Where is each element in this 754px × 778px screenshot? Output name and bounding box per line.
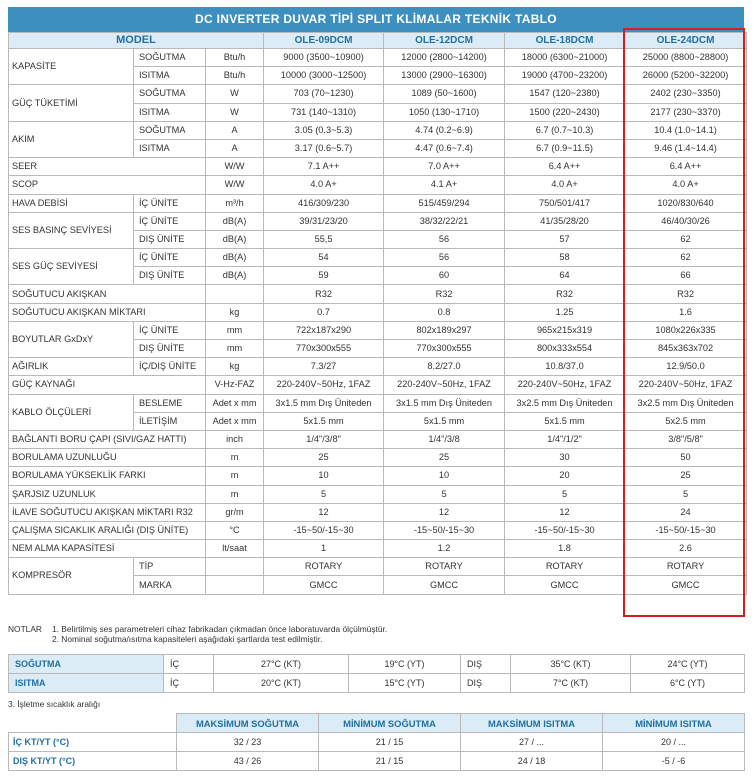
spec-value: GMCC xyxy=(264,576,384,594)
spec-row xyxy=(9,158,747,176)
spec-row xyxy=(9,558,747,576)
spec-label: SCOP xyxy=(9,176,206,194)
spec-value: R32 xyxy=(264,285,384,303)
spec-value: 54 xyxy=(264,249,384,267)
outdoor-label: DIŞ xyxy=(461,674,511,693)
condition-row xyxy=(9,674,745,693)
spec-value: 220-240V~50Hz, 1FAZ xyxy=(625,376,747,394)
spec-unit: m xyxy=(206,485,264,503)
spec-row xyxy=(9,176,747,194)
spec-value: 1.25 xyxy=(505,303,625,321)
spec-value: 66 xyxy=(625,267,747,285)
notes xyxy=(8,624,744,644)
spec-label: KAPASİTE xyxy=(9,49,134,85)
spec-value: ROTARY xyxy=(264,558,384,576)
spec-unit: kg xyxy=(206,358,264,376)
spec-label: AKIM xyxy=(9,121,134,157)
spec-value: 9000 (3500~10900) xyxy=(264,49,384,67)
spec-value: 1/4"/3/8 xyxy=(384,430,505,448)
spec-label: GÜÇ TÜKETİMİ xyxy=(9,85,134,121)
test-conditions-table xyxy=(8,654,745,693)
spec-value: 12 xyxy=(505,503,625,521)
condition-row xyxy=(9,655,745,674)
spec-sublabel: İÇ ÜNİTE xyxy=(134,321,206,339)
spec-value: 5x1.5 mm xyxy=(264,412,384,430)
spec-row xyxy=(9,303,747,321)
indoor-value: 27°C (KT) xyxy=(214,655,349,674)
condition-label: ISITMA xyxy=(9,674,164,693)
spec-value: 1/4"/3/8" xyxy=(264,430,384,448)
spec-row xyxy=(9,49,747,67)
range-value: 32 / 23 xyxy=(177,733,319,752)
spec-value: 58 xyxy=(505,249,625,267)
spec-label: İLAVE SOĞUTUCU AKIŞKAN MİKTARI R32 xyxy=(9,503,206,521)
spec-value: 0.8 xyxy=(384,303,505,321)
outdoor-label: DIŞ xyxy=(461,655,511,674)
model-column-header: OLE-24DCM xyxy=(625,33,747,49)
spec-value: 2402 (230~3350) xyxy=(625,85,747,103)
spec-label: BOYUTLAR GxDxY xyxy=(9,321,134,357)
spec-value: 2177 (230~3370) xyxy=(625,103,747,121)
spec-value: ROTARY xyxy=(505,558,625,576)
spec-row xyxy=(9,358,747,376)
spec-row xyxy=(9,194,747,212)
spec-row xyxy=(9,394,747,412)
spec-unit: °C xyxy=(206,521,264,539)
spec-value: GMCC xyxy=(505,576,625,594)
spec-value: 10 xyxy=(264,467,384,485)
range-value: 21 / 15 xyxy=(319,733,461,752)
spec-value: 1 xyxy=(264,540,384,558)
spec-value: 3x2.5 mm Dış Üniteden xyxy=(505,394,625,412)
spec-sublabel: DIŞ ÜNİTE xyxy=(134,267,206,285)
spec-sublabel: İLETİŞİM xyxy=(134,412,206,430)
model-column-header: OLE-12DCM xyxy=(384,33,505,49)
spec-value: 12000 (2800~14200) xyxy=(384,49,505,67)
spec-sublabel: ISITMA xyxy=(134,103,206,121)
spec-table xyxy=(8,32,747,595)
range-value: 20 / ... xyxy=(603,733,745,752)
spec-value: 6.7 (0.9~11.5) xyxy=(505,139,625,157)
spec-unit: V-Hz-FAZ xyxy=(206,376,264,394)
range-value: 21 / 15 xyxy=(319,752,461,771)
spec-value: 10 xyxy=(384,467,505,485)
operating-range-table xyxy=(8,713,745,771)
spec-value: 62 xyxy=(625,230,747,248)
spec-value: 38/32/22/21 xyxy=(384,212,505,230)
range-header: MAKSİMUM ISITMA xyxy=(461,714,603,733)
spec-value: 8.2/27.0 xyxy=(384,358,505,376)
spec-value: 1500 (220~2430) xyxy=(505,103,625,121)
spec-value: 220-240V~50Hz, 1FAZ xyxy=(505,376,625,394)
spec-value: 3.05 (0.3~5.3) xyxy=(264,121,384,139)
spec-sublabel: ISITMA xyxy=(134,67,206,85)
spec-sublabel: SOĞUTMA xyxy=(134,121,206,139)
spec-value: 41/35/28/20 xyxy=(505,212,625,230)
spec-value: 1/4"/1/2" xyxy=(505,430,625,448)
spec-value: 965x215x319 xyxy=(505,321,625,339)
spec-value: ROTARY xyxy=(625,558,747,576)
spec-value: 25000 (8800~28800) xyxy=(625,49,747,67)
range-header: MİNİMUM SOĞUTMA xyxy=(319,714,461,733)
spec-value: 4.0 A+ xyxy=(625,176,747,194)
spec-value: 55,5 xyxy=(264,230,384,248)
spec-value: 5 xyxy=(264,485,384,503)
spec-value: 703 (70~1230) xyxy=(264,85,384,103)
note-item: 2. Nominal soğutma/ısıtma kapasiteleri aşağıdaki şartlarda test edilmiştir. xyxy=(52,634,323,644)
spec-row xyxy=(9,540,747,558)
spec-value: 750/501/417 xyxy=(505,194,625,212)
indoor-value: 19°C (YT) xyxy=(349,655,461,674)
spec-value: 1050 (130~1710) xyxy=(384,103,505,121)
spec-unit: lt/saat xyxy=(206,540,264,558)
spec-value: ROTARY xyxy=(384,558,505,576)
spec-value: 0.7 xyxy=(264,303,384,321)
spec-unit: dB(A) xyxy=(206,212,264,230)
spec-value: 6.7 (0.7~10.3) xyxy=(505,121,625,139)
spec-unit: Btu/h xyxy=(206,49,264,67)
spec-value: GMCC xyxy=(384,576,505,594)
spec-sublabel: İÇ/DIŞ ÜNİTE xyxy=(134,358,206,376)
spec-unit xyxy=(206,576,264,594)
spec-unit: Adet x mm xyxy=(206,394,264,412)
spec-label: AĞIRLIK xyxy=(9,358,134,376)
spec-unit: m xyxy=(206,449,264,467)
range-value: 43 / 26 xyxy=(177,752,319,771)
spec-row xyxy=(9,467,747,485)
spec-value: 800x333x554 xyxy=(505,340,625,358)
outdoor-value: 6°C (YT) xyxy=(631,674,745,693)
spec-value: 770x300x555 xyxy=(264,340,384,358)
spec-value: R32 xyxy=(384,285,505,303)
spec-value: 60 xyxy=(384,267,505,285)
spec-unit: A xyxy=(206,139,264,157)
spec-unit: mm xyxy=(206,321,264,339)
spec-value: 12.9/50.0 xyxy=(625,358,747,376)
spec-row xyxy=(9,85,747,103)
spec-value: 3.17 (0.6~5.7) xyxy=(264,139,384,157)
condition-label: SOĞUTMA xyxy=(9,655,164,674)
spec-value: 770x300x555 xyxy=(384,340,505,358)
spec-label: HAVA DEBİSİ xyxy=(9,194,134,212)
spec-row xyxy=(9,449,747,467)
spec-label: ÇALIŞMA SICAKLIK ARALIĞI (DIŞ ÜNİTE) xyxy=(9,521,206,539)
spec-row xyxy=(9,285,747,303)
spec-value: 18000 (6300~21000) xyxy=(505,49,625,67)
spec-value: 59 xyxy=(264,267,384,285)
spec-value: 50 xyxy=(625,449,747,467)
spec-value: 19000 (4700~23200) xyxy=(505,67,625,85)
range-corner xyxy=(9,714,177,733)
spec-value: 845x363x702 xyxy=(625,340,747,358)
spec-unit: inch xyxy=(206,430,264,448)
notes-label: NOTLAR xyxy=(8,624,42,634)
spec-label: SOĞUTUCU AKIŞKAN MİKTARI xyxy=(9,303,206,321)
spec-unit: kg xyxy=(206,303,264,321)
spec-value: 220-240V~50Hz, 1FAZ xyxy=(264,376,384,394)
spec-value: 1089 (50~1600) xyxy=(384,85,505,103)
spec-value: 5 xyxy=(505,485,625,503)
spec-value: 3x2.5 mm Dış Üniteden xyxy=(625,394,747,412)
spec-value: 6.4 A++ xyxy=(505,158,625,176)
model-column-header: OLE-18DCM xyxy=(505,33,625,49)
spec-value: 13000 (2900~16300) xyxy=(384,67,505,85)
table-title: DC INVERTER DUVAR TİPİ SPLIT KLİMALAR TEKNİK TABLO xyxy=(8,7,744,32)
spec-value: -15~50/-15~30 xyxy=(264,521,384,539)
spec-value: 4.47 (0.6~7.4) xyxy=(384,139,505,157)
spec-value: 10000 (3000~12500) xyxy=(264,67,384,85)
spec-value: 7.1 A++ xyxy=(264,158,384,176)
spec-value: -15~50/-15~30 xyxy=(505,521,625,539)
spec-value: 64 xyxy=(505,267,625,285)
spec-row xyxy=(9,376,747,394)
spec-value: 20 xyxy=(505,467,625,485)
spec-value: 9.46 (1.4~14.4) xyxy=(625,139,747,157)
spec-unit: m³/h xyxy=(206,194,264,212)
indoor-label: İÇ xyxy=(164,655,214,674)
spec-unit: W xyxy=(206,85,264,103)
spec-sublabel: MARKA xyxy=(134,576,206,594)
spec-unit: W/W xyxy=(206,176,264,194)
spec-sublabel: İÇ ÜNİTE xyxy=(134,212,206,230)
spec-row xyxy=(9,212,747,230)
spec-sublabel: ISITMA xyxy=(134,139,206,157)
model-column-header: OLE-09DCM xyxy=(264,33,384,49)
spec-sublabel: SOĞUTMA xyxy=(134,49,206,67)
spec-label: KABLO ÖLÇÜLERİ xyxy=(9,394,134,430)
spec-row xyxy=(9,249,747,267)
spec-value: 62 xyxy=(625,249,747,267)
spec-unit: dB(A) xyxy=(206,267,264,285)
spec-unit: mm xyxy=(206,340,264,358)
spec-label: BAĞLANTI BORU ÇAPI (SIVI/GAZ HATTI) xyxy=(9,430,206,448)
spec-unit xyxy=(206,285,264,303)
spec-label: SES GÜÇ SEVİYESİ xyxy=(9,249,134,285)
spec-value: 25 xyxy=(625,467,747,485)
range-header-row xyxy=(9,714,745,733)
spec-value: 4.1 A+ xyxy=(384,176,505,194)
outdoor-value: 24°C (YT) xyxy=(631,655,745,674)
range-header: MİNİMUM ISITMA xyxy=(603,714,745,733)
indoor-value: 15°C (YT) xyxy=(349,674,461,693)
range-value: -5 / -6 xyxy=(603,752,745,771)
spec-value: 3/8"/5/8" xyxy=(625,430,747,448)
spec-value: 515/459/294 xyxy=(384,194,505,212)
spec-value: 4.0 A+ xyxy=(264,176,384,194)
outdoor-value: 7°C (KT) xyxy=(511,674,631,693)
spec-value: 5x1.5 mm xyxy=(505,412,625,430)
spec-value: 1547 (120~2380) xyxy=(505,85,625,103)
spec-unit: A xyxy=(206,121,264,139)
spec-row xyxy=(9,121,747,139)
spec-value: 12 xyxy=(384,503,505,521)
spec-value: 26000 (5200~32200) xyxy=(625,67,747,85)
spec-value: 46/40/30/26 xyxy=(625,212,747,230)
spec-value: 1080x226x335 xyxy=(625,321,747,339)
spec-sublabel: TİP xyxy=(134,558,206,576)
spec-unit: dB(A) xyxy=(206,249,264,267)
spec-value: 416/309/230 xyxy=(264,194,384,212)
spec-value: 1.2 xyxy=(384,540,505,558)
spec-value: 30 xyxy=(505,449,625,467)
spec-label: SEER xyxy=(9,158,206,176)
spec-row xyxy=(9,321,747,339)
spec-unit: Adet x mm xyxy=(206,412,264,430)
indoor-label: İÇ xyxy=(164,674,214,693)
spec-value: 56 xyxy=(384,230,505,248)
indoor-value: 20°C (KT) xyxy=(214,674,349,693)
spec-row xyxy=(9,503,747,521)
spec-value: 1.6 xyxy=(625,303,747,321)
note-item: 3. İşletme sıcaklık aralığı xyxy=(8,699,101,709)
spec-value: 10.8/37.0 xyxy=(505,358,625,376)
spec-value: 802x189x297 xyxy=(384,321,505,339)
spec-unit: gr/m xyxy=(206,503,264,521)
spec-value: 39/31/23/20 xyxy=(264,212,384,230)
spec-value: 4.0 A+ xyxy=(505,176,625,194)
spec-sublabel: İÇ ÜNİTE xyxy=(134,194,206,212)
outdoor-value: 35°C (KT) xyxy=(511,655,631,674)
spec-value: 5x2.5 mm xyxy=(625,412,747,430)
spec-row xyxy=(9,521,747,539)
spec-value: 6.4 A++ xyxy=(625,158,747,176)
spec-value: 57 xyxy=(505,230,625,248)
spec-row xyxy=(9,430,747,448)
spec-value: 25 xyxy=(384,449,505,467)
note-item: 1. Belirtilmiş ses parametreleri cihaz fabrikadan çıkmadan önce laboratuvarda ölçülmüştür. xyxy=(52,624,388,634)
spec-value: 220-240V~50Hz, 1FAZ xyxy=(384,376,505,394)
spec-sublabel: BESLEME xyxy=(134,394,206,412)
model-header: MODEL xyxy=(9,33,264,49)
spec-unit: dB(A) xyxy=(206,230,264,248)
spec-label: BORULAMA UZUNLUĞU xyxy=(9,449,206,467)
spec-value: 731 (140~1310) xyxy=(264,103,384,121)
spec-value: -15~50/-15~30 xyxy=(384,521,505,539)
spec-label: SES BASINÇ SEVİYESİ xyxy=(9,212,134,248)
spec-unit: m xyxy=(206,467,264,485)
spec-sublabel: SOĞUTMA xyxy=(134,85,206,103)
spec-unit: W/W xyxy=(206,158,264,176)
range-value: 24 / 18 xyxy=(461,752,603,771)
spec-label: NEM ALMA KAPASİTESİ xyxy=(9,540,206,558)
spec-value: 12 xyxy=(264,503,384,521)
spec-value: 3x1.5 mm Dış Üniteden xyxy=(264,394,384,412)
spec-value: 24 xyxy=(625,503,747,521)
range-row xyxy=(9,733,745,752)
spec-unit: W xyxy=(206,103,264,121)
spec-unit: Btu/h xyxy=(206,67,264,85)
spec-value: R32 xyxy=(625,285,747,303)
spec-value: 56 xyxy=(384,249,505,267)
spec-value: 1020/830/640 xyxy=(625,194,747,212)
table-header-row xyxy=(9,33,747,49)
spec-label: GÜÇ KAYNAĞI xyxy=(9,376,206,394)
range-label: DIŞ KT/YT (°C) xyxy=(9,752,177,771)
range-header: MAKSİMUM SOĞUTMA xyxy=(177,714,319,733)
spec-value: 10.4 (1.0~14.1) xyxy=(625,121,747,139)
spec-value: 5 xyxy=(625,485,747,503)
spec-value: 1.8 xyxy=(505,540,625,558)
spec-value: 4.74 (0.2~6.9) xyxy=(384,121,505,139)
spec-row xyxy=(9,485,747,503)
spec-value: 7.0 A++ xyxy=(384,158,505,176)
spec-value: 2.6 xyxy=(625,540,747,558)
spec-value: 5x1.5 mm xyxy=(384,412,505,430)
spec-value: R32 xyxy=(505,285,625,303)
spec-label: KOMPRESÖR xyxy=(9,558,134,594)
spec-value: 5 xyxy=(384,485,505,503)
range-row xyxy=(9,752,745,771)
spec-value: 25 xyxy=(264,449,384,467)
spec-sublabel: DIŞ ÜNİTE xyxy=(134,230,206,248)
range-value: 27 / ... xyxy=(461,733,603,752)
spec-value: 722x187x290 xyxy=(264,321,384,339)
spec-value: GMCC xyxy=(625,576,747,594)
range-label: İÇ KT/YT (°C) xyxy=(9,733,177,752)
spec-sublabel: DIŞ ÜNİTE xyxy=(134,340,206,358)
spec-label: ŞARJSIZ UZUNLUK xyxy=(9,485,206,503)
spec-value: -15~50/-15~30 xyxy=(625,521,747,539)
spec-label: BORULAMA YÜKSEKLİK FARKI xyxy=(9,467,206,485)
spec-sublabel: İÇ ÜNİTE xyxy=(134,249,206,267)
spec-value: 7.3/27 xyxy=(264,358,384,376)
spec-value: 3x1.5 mm Dış Üniteden xyxy=(384,394,505,412)
spec-unit xyxy=(206,558,264,576)
spec-label: SOĞUTUCU AKIŞKAN xyxy=(9,285,206,303)
